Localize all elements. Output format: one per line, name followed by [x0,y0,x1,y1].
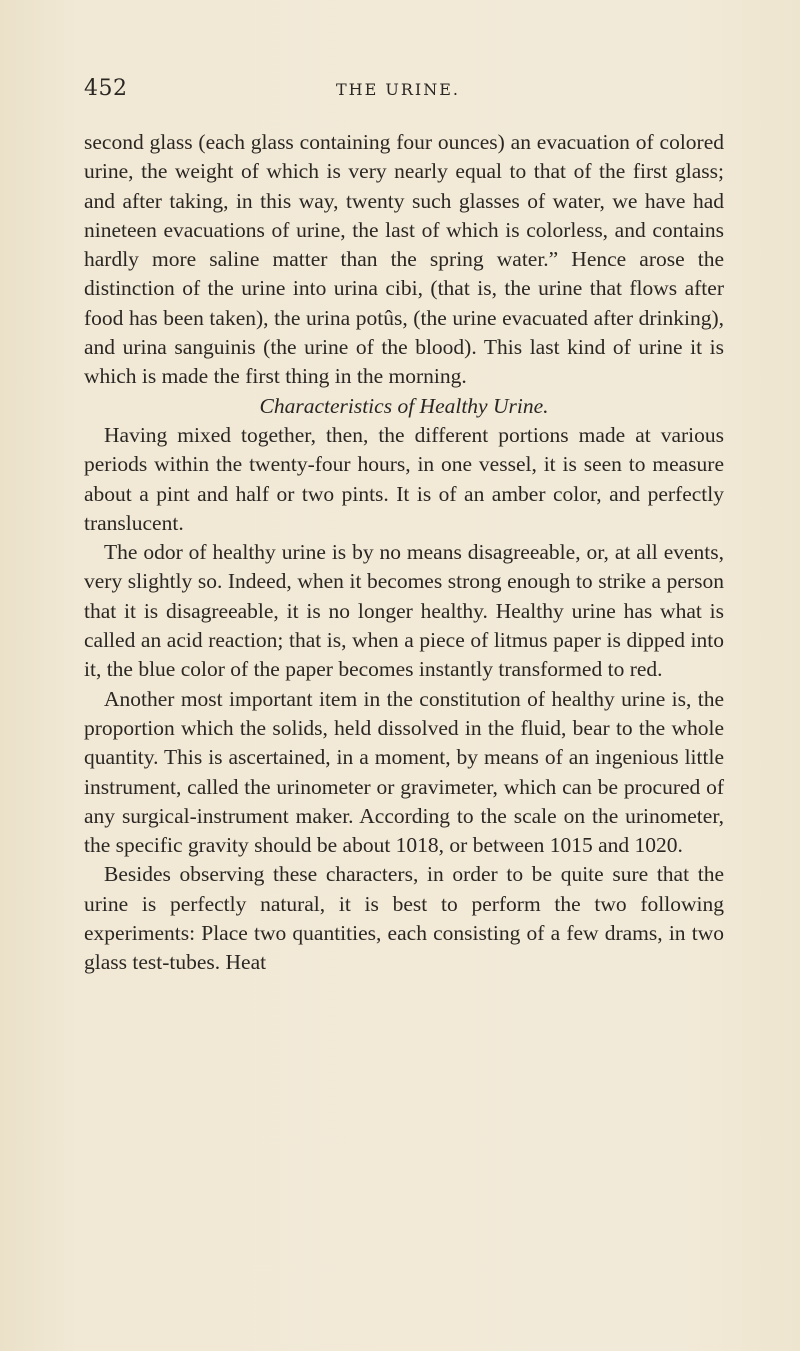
page-header [84,76,724,108]
section-heading: Characteristics of Healthy Urine. [259,393,549,418]
body-text [84,128,724,978]
paragraph: Besides observing these characters, in order to be quite sure that the urine is perfectly natural, it is best to perform the two following experiments: Place two quantities, each consisting of a few drams, in two glass test-tubes. Heat [84,862,724,975]
paragraph: second glass (each glass containing four ounces) an evacuation of colored urine, the weight of which is very nearly equal to that of the first glass; and after taking, in this way, twenty such glasses of water, we have had nineteen evacuations of urine, the last of which is colorless, and contains hardly more saline matter than the spring water.” Hence arose the distinction of the urine into urina cibi, (that is, the urine that flows after food has been taken), the urina potûs, (the urine evacuated after drinking), and urina sanguinis (the urine of the blood). This last kind of urine it is which is made the first thing in the morning. [84,130,724,389]
paragraph: Having mixed together, then, the different portions made at various periods within the twenty-four hours, in one vessel, it is seen to measure about a pint and half or two pints. It is of an amber color, and perfectly translucent. [84,422,724,535]
paragraph: Another most important item in the constitution of healthy urine is, the proportion which the solids, held dissolved in the fluid, bear to the whole quantity. This is ascertained, in a moment, by means of an ingenious little instrument, called the urinometer or gravimeter, which can be procured of any surgical-instrument maker. According to the scale on the urinometer, the specific gravity should be about 1018, or between 1015 and 1020. [84,686,724,858]
paragraph: The odor of healthy urine is by no means disagreeable, or, at all events, very slightly so. Indeed, when it becomes strong enough to strike a person that it is disagreeable, it is no longer healthy. Healthy urine has what is called an acid reaction; that is, when a piece of litmus paper is dipped into it, the blue color of the paper becomes instantly transformed to red. [84,540,724,682]
running-head: THE URINE. [336,80,461,99]
page-number: 452 [84,76,128,101]
